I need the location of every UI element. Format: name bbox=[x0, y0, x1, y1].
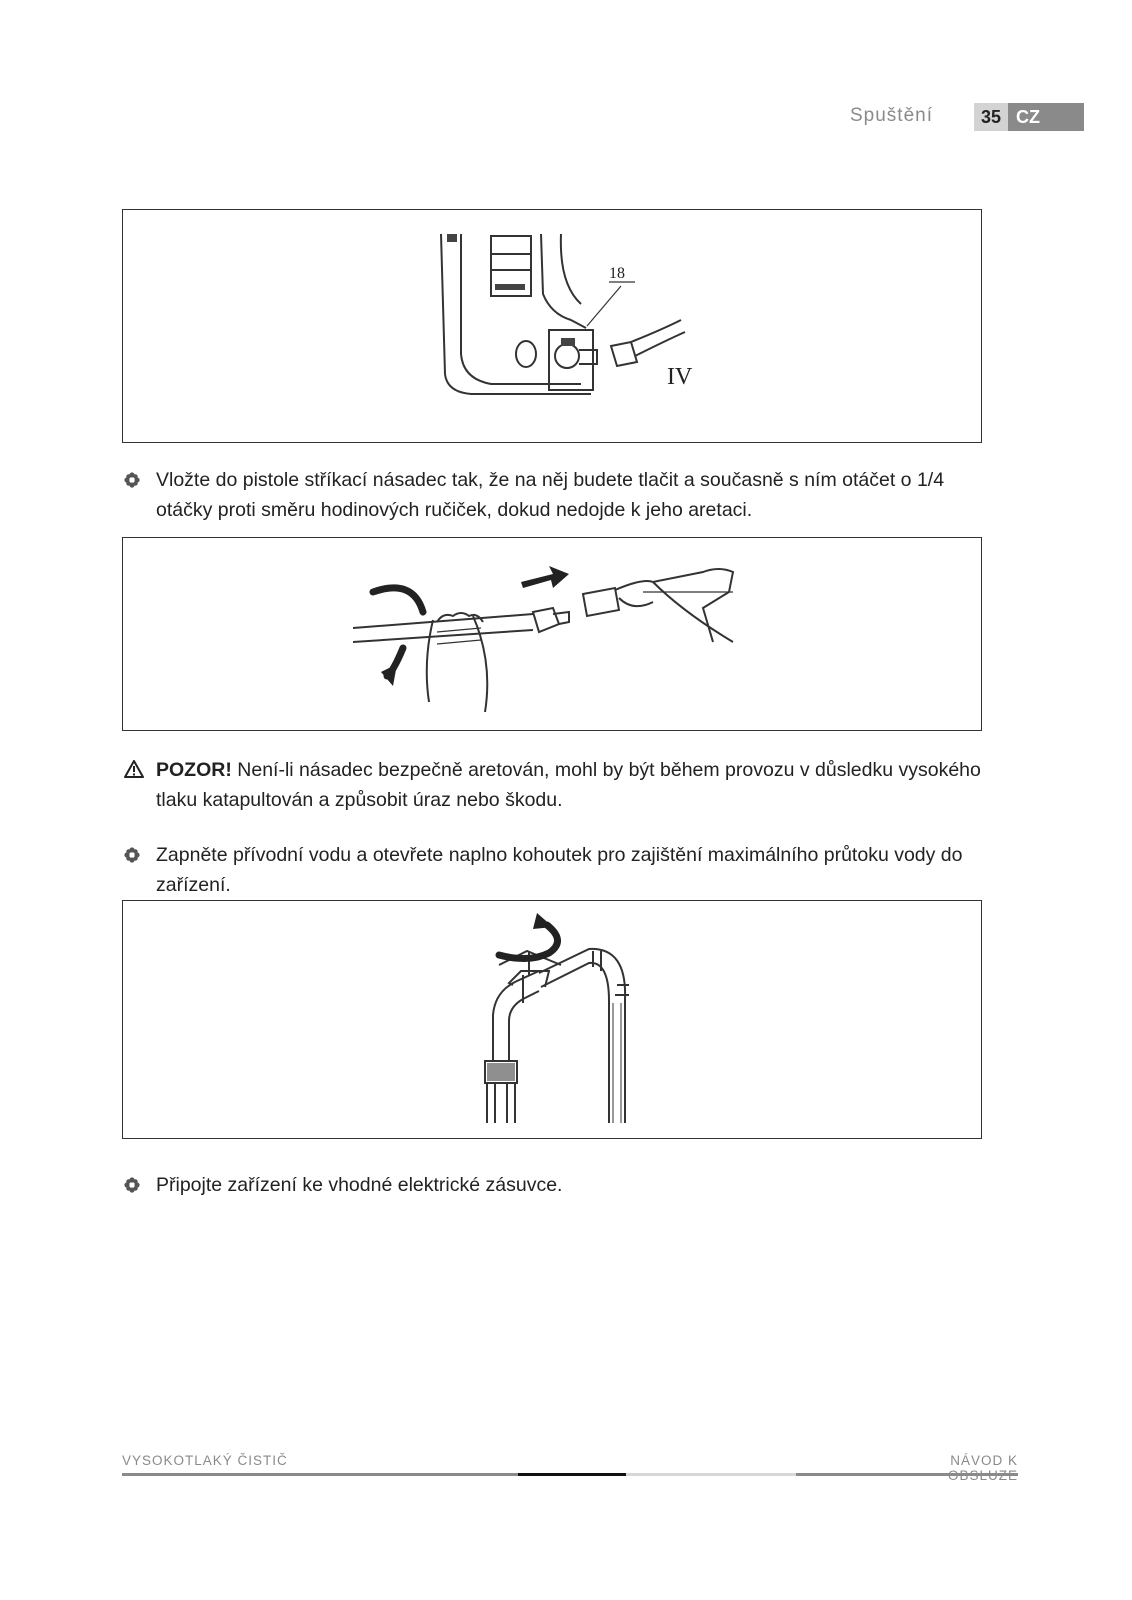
bullet-icon bbox=[124, 472, 140, 488]
instruction-step-4 bbox=[124, 1170, 994, 1200]
warning-label: POZOR! bbox=[156, 759, 232, 781]
footer-rule-left bbox=[122, 1473, 518, 1476]
footer-product-name: VYSOKOTLAKÝ ČISTIČ bbox=[122, 1453, 288, 1468]
water-tap-illustration bbox=[469, 911, 649, 1123]
nozzle-insertion-illustration bbox=[353, 552, 753, 716]
warning-text: Není-li násadec bezpečně aretován, mohl by být během provozu v důsledku vysokého tlaku katapultován a způsobit úraz nebo škodu. bbox=[156, 759, 981, 811]
figure-label-18: 18 bbox=[609, 265, 625, 282]
figure-machine-connection bbox=[122, 209, 982, 443]
warning-note bbox=[124, 755, 994, 815]
bullet-icon bbox=[124, 847, 140, 863]
step-3-text: Zapněte přívodní vodu a otevřete naplno kohoutek pro zajištění maximálního průtoku vody do zařízení. bbox=[156, 844, 963, 896]
language-badge: CZ bbox=[1008, 103, 1084, 131]
step-4-text: Připojte zařízení ke vhodné elektrické zásuvce. bbox=[156, 1174, 563, 1196]
footer-manual-label: NÁVOD K bbox=[950, 1453, 1018, 1468]
footer-rule-right-light bbox=[626, 1473, 796, 1476]
page-number: 35 bbox=[974, 103, 1008, 131]
footer-rule-right bbox=[796, 1473, 1018, 1476]
step-1-text: Vložte do pistole stříkací násadec tak, že na něj budete tlačit a současně s ním otáčet o 1/4 otáčky proti směru hodinových ručiček, dokud nedojde k jeho aretaci. bbox=[156, 469, 945, 521]
figure-water-tap bbox=[122, 900, 982, 1139]
instruction-step-1 bbox=[124, 465, 994, 525]
bullet-icon bbox=[124, 1177, 140, 1193]
footer-rule-center bbox=[518, 1473, 626, 1476]
section-title: Spuštění bbox=[850, 105, 933, 126]
figure-nozzle-insertion bbox=[122, 537, 982, 731]
instruction-step-3 bbox=[124, 840, 994, 900]
figure-label-iv: IV bbox=[667, 364, 693, 390]
warning-triangle-icon bbox=[124, 760, 144, 778]
machine-connection-illustration bbox=[431, 234, 731, 434]
